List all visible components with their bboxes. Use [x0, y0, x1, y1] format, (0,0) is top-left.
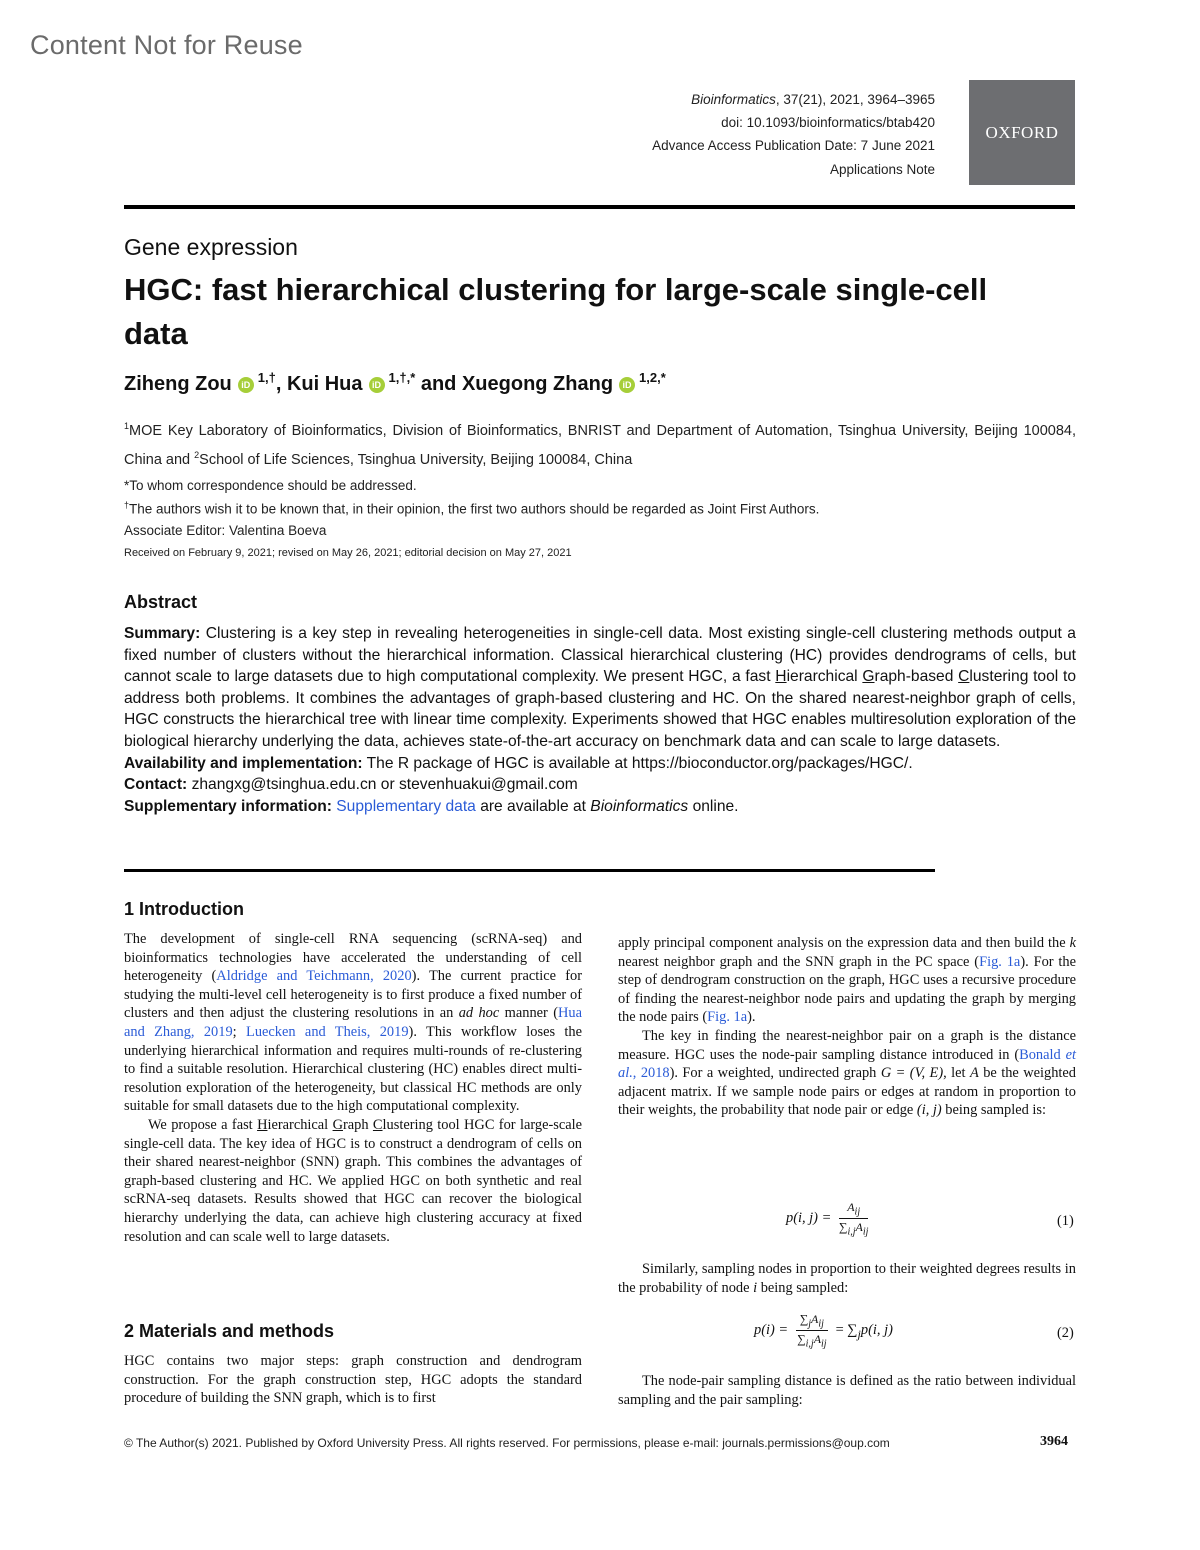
orcid-icon[interactable]: iD — [619, 377, 635, 393]
top-rule — [124, 205, 1075, 209]
section-label: Gene expression — [124, 234, 298, 260]
eq1-numerator — [839, 1200, 869, 1219]
watermark: Content Not for Reuse — [30, 30, 303, 60]
citation-etal: et al. — [618, 1046, 1077, 1082]
joint-text: The authors wish it to be known that, in their opinion, the first two authors should be regarded as Joint First Authors. — [129, 501, 820, 517]
author-affiliation-marks: 1,†,* — [388, 370, 416, 385]
math-symbol: ij — [862, 1226, 869, 1238]
citation-year: , 2018 — [632, 1065, 670, 1082]
abstract-supplementary — [124, 796, 1076, 818]
author-separator: and — [415, 373, 462, 395]
author-name[interactable]: Ziheng Zou — [124, 373, 232, 395]
copyright-footer: © The Author(s) 2021. Published by Oxford University Press. All rights reserved. For permissions, please e-mail: journals.permissions@oup.com — [124, 1436, 890, 1450]
acronym-letter: H — [775, 668, 787, 686]
text: ; — [232, 1023, 247, 1040]
supp-label: Supplementary information: — [124, 797, 332, 815]
supplementary-data-link[interactable]: Supplementary data — [336, 797, 476, 815]
acronym-letter: C — [372, 1116, 383, 1133]
text-block: The node-pair sampling distance is defined as the ratio between individual sampling and the pair sampling: — [618, 1373, 1076, 1408]
math-symbol: i,j — [847, 1226, 856, 1238]
text: be the weighted adjacent matrix. If we sample node pairs or edges at random in proportion to their weights, the probability that node pair or edge — [618, 1065, 1076, 1119]
orcid-icon[interactable]: iD — [369, 377, 385, 393]
text: ierarchical — [267, 1116, 333, 1133]
journal-volume: , 37(21), 2021, 3964–3965 — [775, 92, 935, 107]
author-affiliation-marks: 1,† — [257, 370, 276, 385]
affiliation-mark: 1 — [124, 421, 130, 431]
text: ). For the step of dendrogram construction on the graph, HGC uses a recursive procedure of finding the nearest-neighbor node pairs and updating the graph by merging the node pairs ( — [618, 953, 1076, 1026]
text: We propose a fast — [148, 1116, 258, 1133]
math-symbol: i,j — [805, 1338, 814, 1350]
math-symbol: ij — [821, 1338, 827, 1350]
math-sub — [821, 1339, 827, 1350]
math-symbol: ∑ — [838, 1220, 848, 1235]
acronym-letter: H — [257, 1116, 268, 1133]
text-italic: ad hoc — [458, 1005, 500, 1022]
math-sub — [818, 1318, 824, 1329]
math-symbol: ij — [854, 1206, 861, 1218]
doi[interactable]: doi: 10.1093/bioinformatics/btab420 — [721, 115, 935, 130]
math-symbol: j — [808, 1318, 812, 1330]
acronym-letter: G — [332, 1116, 343, 1133]
author-list — [124, 370, 666, 396]
text: lustering tool HGC for large-scale single-cell data. The key idea of HGC is to construct a dendrogram of cells on their shared nearest-neighbor (SNN) graph. This combines the advantages of graph-based clustering and HC. We applied HGC on both synthetic and real scRNA-seq datasets. Results showed that HGC can recover the biological hierarchy underlying the data, can achieve high clustering accuracy at fixed resolution and can scale well to large datasets. — [124, 1116, 583, 1245]
affiliation-mark: 2 — [194, 449, 200, 460]
eq2-lhs: p(i) = — [754, 1322, 789, 1339]
summary-text: Clustering is a key step in revealing heterogeneities in single-cell data. Most existing single-cell clustering methods output a fixed number of clusters without the hierarchical information. Classical hierarchical clustering (HC) provides dendrograms of cells, but cannot scale to large datasets due to high computational complexity. We present HGC, a fast — [124, 625, 1076, 686]
oxford-logo-text: OXFORD — [985, 122, 1059, 142]
eq1-fraction — [839, 1200, 869, 1238]
author-name[interactable]: Xuegong Zhang — [461, 373, 614, 395]
affiliations — [124, 414, 1076, 472]
methods-paragraph — [618, 1027, 1076, 1120]
math-symbol: j — [857, 1327, 861, 1342]
eq2-numerator — [796, 1312, 828, 1331]
summary-text: ierarchical — [786, 668, 863, 686]
methods-paragraph — [618, 1260, 1076, 1297]
math-symbol: ij — [818, 1318, 824, 1330]
intro-body — [124, 930, 582, 1246]
equation-1-number: (1) — [1057, 1213, 1074, 1229]
text: ). For a weighted, undirected graph — [669, 1065, 881, 1082]
text: ). This workflow loses the underlying hierarchical information and requires multi-rounds of re-clustering to find a suitable resolution. Hierarchical clustering (HC) enables direct multi-resolution exploration of the heterogeneity, but classical HC methods are only suitable for small datasets due to the high computational complexity. — [124, 1023, 583, 1115]
math-inline: A — [969, 1065, 979, 1082]
citation-link[interactable]: Hua and Zhang, 2019 — [124, 1005, 582, 1040]
article-type: Applications Note — [829, 162, 935, 177]
text: raph — [342, 1116, 373, 1133]
eq2-rhs-sum: = ∑ — [835, 1322, 858, 1339]
math-inline: i — [753, 1279, 758, 1296]
math-symbol: A — [811, 1312, 819, 1326]
methods-paragraph: HGC contains two major steps: graph construction and dendrogram construction. For the graph construction step, HGC adopts the standard procedure of building the SNN graph, which is to first — [124, 1353, 582, 1407]
summary-text: lustering tool to address both problems. It combines the advantages of graph-based clustering and HC. On the shared nearest-neighbor graph of cells, HGC constructs the hierarchical tree with linear time complexity. Experiments showed that HGC enables multiresolution exploration of the biological hierarchy underlying the data, achieves state-of-the-art accuracy on benchmark data and can scale to large datasets. — [124, 668, 1076, 750]
math-symbol: A — [847, 1200, 855, 1214]
contact-emails[interactable]: zhangxg@tsinghua.edu.cn or stevenhuakui@gmail.com — [187, 776, 578, 794]
math-symbol: A — [813, 1332, 822, 1347]
acronym-letter: G — [862, 668, 875, 686]
math-inline: (i, j) — [916, 1102, 942, 1119]
methods-heading: 2 Materials and methods — [124, 1321, 335, 1341]
math-symbol: ∑ — [797, 1332, 806, 1347]
received-dates: Received on February 9, 2021; revised on May 26, 2021; editorial decision on May 27, 2021 — [124, 547, 572, 559]
article-title: HGC: fast hierarchical clustering for large-scale single-cell data — [124, 272, 988, 351]
eq2-rhs: p(i, j) — [860, 1322, 893, 1339]
eq1-lhs: p(i, j) = — [786, 1210, 832, 1227]
supp-text: online. — [688, 797, 739, 815]
supp-journal: Bioinformatics — [590, 797, 689, 815]
methods-paragraph — [618, 1372, 1076, 1409]
text: manner ( — [499, 1005, 559, 1022]
abstract-rule — [124, 869, 935, 872]
methods-paragraph — [618, 934, 1076, 1027]
text: , let — [943, 1065, 970, 1082]
eq1-denominator — [839, 1219, 869, 1237]
figure-link[interactable]: Fig. 1a — [979, 953, 1021, 970]
equation-2-number: (2) — [1057, 1325, 1074, 1341]
text: nearest neighbor graph and the SNN graph in the PC space ( — [618, 953, 980, 970]
author-affiliation-marks: 1,2,* — [639, 370, 666, 385]
availability-text[interactable]: The R package of HGC is available at https://bioconductor.org/packages/HGC/. — [362, 754, 913, 772]
abstract-contact — [124, 774, 1076, 796]
text: The development of single-cell RNA sequencing (scRNA-seq) and bioinformatics technologies have accelerated the understanding of cell heterogeneity ( — [124, 931, 582, 985]
figure-link[interactable]: Fig. 1a — [707, 1009, 748, 1026]
text: The key in finding the nearest-neighbor pair on a graph is the distance measure. HGC uses the node-pair sampling distance introduced in ( — [618, 1027, 1076, 1063]
text: ). The current practice for studying the multi-level cell heterogeneity is to first produce a fixed number of clusters and then adjust the clustering resolutions in an — [124, 968, 582, 1022]
math-sub — [806, 1339, 814, 1350]
intro-heading: 1 Introduction — [124, 899, 244, 919]
orcid-icon[interactable]: iD — [238, 377, 254, 393]
text: being sampled is: — [941, 1102, 1047, 1119]
journal-citation — [691, 92, 935, 107]
joint-mark: † — [124, 500, 130, 510]
oxford-logo — [969, 80, 1075, 185]
text: ). — [747, 1009, 756, 1026]
math-inline: G = (V, E) — [880, 1065, 944, 1082]
citation-link[interactable]: Luecken and Theis, 2019 — [246, 1023, 409, 1040]
text: apply principal component analysis on the expression data and then build the — [618, 935, 1070, 951]
page-number: 3964 — [1040, 1434, 1068, 1449]
text-block — [618, 1260, 1076, 1297]
joint-author-note — [124, 500, 819, 517]
associate-editor: Associate Editor: Valentina Boeva — [124, 523, 327, 538]
math-sub — [863, 1227, 869, 1238]
math-sub — [855, 1206, 861, 1217]
equation-2 — [754, 1312, 893, 1350]
summary-label: Summary: — [124, 625, 201, 642]
text: Similarly, sampling nodes in proportion to their weighted degrees results in the probability of node — [618, 1261, 1076, 1296]
author-separator: , — [275, 373, 287, 395]
abstract-heading: Abstract — [124, 592, 198, 612]
equation-1 — [786, 1200, 872, 1238]
math-symbol: A — [855, 1220, 863, 1235]
affiliation-text: MOE Key Laboratory of Bioinformatics, Division of Bioinformatics, BNRIST and Department of Automation, Tsinghua University, Beijing 100084, China and — [124, 422, 1076, 468]
text: being sampled: — [757, 1279, 849, 1296]
summary-text: raph-based — [874, 668, 959, 686]
text-italic: k — [1069, 935, 1076, 951]
methods-body — [124, 1352, 582, 1408]
citation-link[interactable]: Aldridge and Teichmann, 2020 — [216, 968, 412, 985]
intro-paragraph — [124, 930, 582, 1116]
acronym-letter: C — [958, 668, 970, 686]
author-name[interactable]: Kui Hua — [286, 373, 363, 395]
abstract-summary — [124, 623, 1076, 753]
eq2-fraction — [796, 1312, 828, 1350]
correspondence-note: *To whom correspondence should be addressed. — [124, 478, 417, 493]
eq2-denominator — [796, 1331, 828, 1349]
citation-text: Bonald — [1019, 1046, 1066, 1063]
supp-text: are available at — [475, 797, 591, 815]
journal-name: Bioinformatics — [691, 92, 776, 107]
availability-label: Availability and implementation: — [124, 754, 363, 772]
contact-label: Contact: — [124, 776, 188, 794]
math-symbol: ∑ — [799, 1312, 809, 1326]
math-sub — [847, 1227, 855, 1238]
right-column — [618, 934, 1076, 1120]
publication-date: Advance Access Publication Date: 7 June 2021 — [652, 138, 935, 153]
abstract-body — [124, 623, 1076, 817]
abstract-availability — [124, 753, 1076, 775]
affiliation-text: School of Life Sciences, Tsinghua University, Beijing 100084, China — [199, 451, 633, 468]
intro-paragraph — [124, 1116, 582, 1246]
